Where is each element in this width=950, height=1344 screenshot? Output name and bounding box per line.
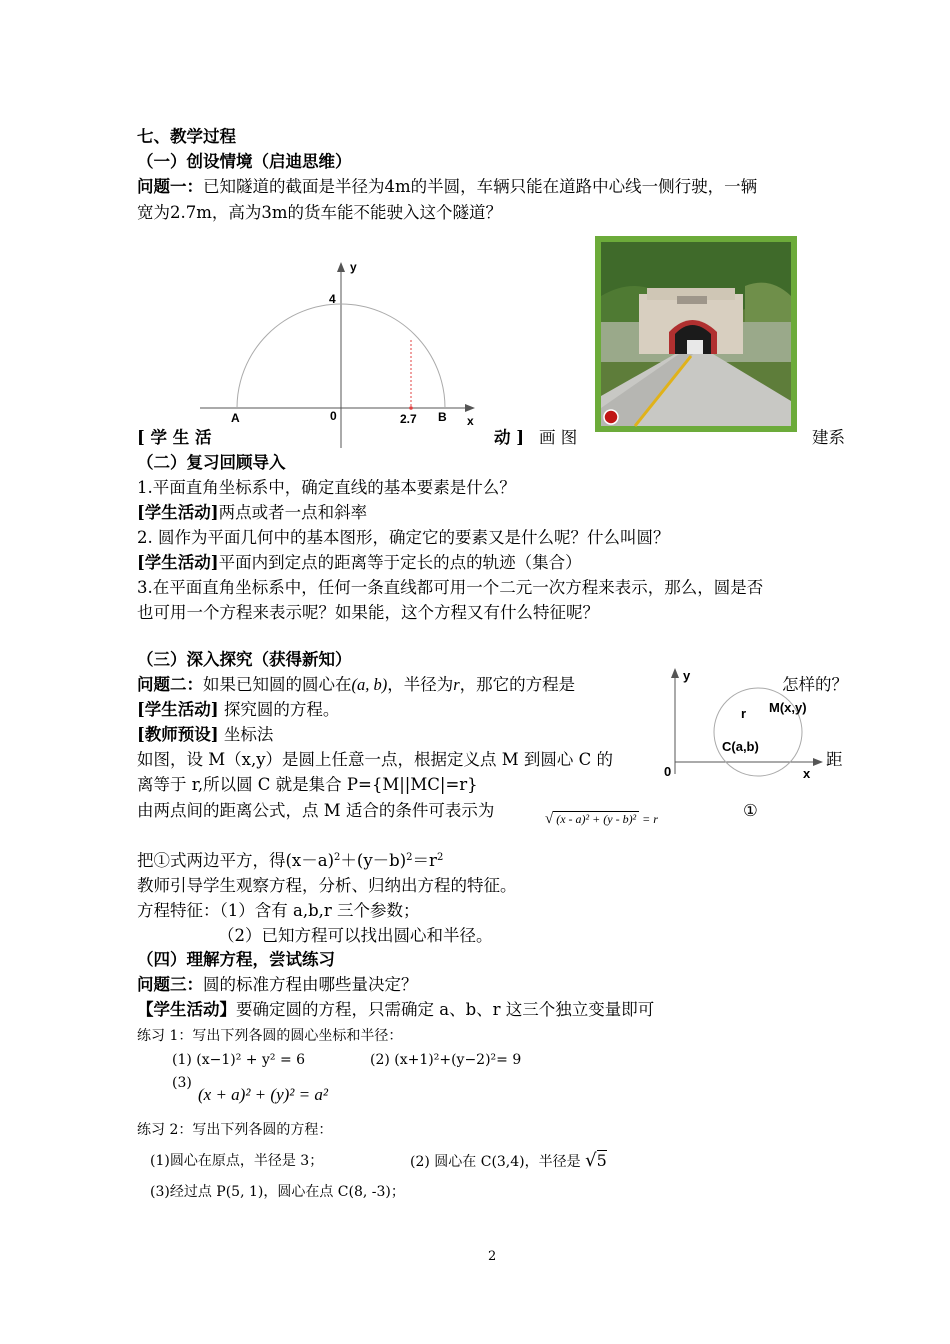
graph-origin: 0 (664, 764, 672, 779)
equation-feature-2: （2）已知方程可以找出圆心和半径。 (218, 926, 493, 945)
question-2-label: 问题二： (137, 675, 203, 694)
student-activity-line-2 (137, 998, 654, 1022)
question-2-line (137, 673, 575, 697)
distance-formula: √ (x - a)² + (y - b)² = r (545, 811, 658, 827)
question-1-text-2: 宽为2.7m，高为3m的货车能不能驶入这个隧道？ (137, 203, 503, 222)
graph-point-27: 2.7 (400, 412, 417, 426)
question-3-text: 圆的标准方程由哪些量决定？ (203, 975, 418, 994)
activity-text: 探究圆的方程。 (218, 700, 340, 719)
graph-y-label: y (683, 668, 691, 683)
tunnel-semicircle-graph (195, 252, 490, 452)
superscript: 2 (406, 852, 413, 863)
activity-label: [学生活动] (137, 503, 219, 522)
activity-open: [ 学 生 活 (137, 428, 212, 447)
graph-point-a: A (231, 411, 240, 425)
subsection-3-heading: （三）深入探究（获得新知） (137, 650, 352, 669)
subsection-1-heading: （一）创设情境（启迪思维） (137, 152, 352, 171)
teacher-label: [教师预设] (137, 725, 219, 744)
activity-text: 要确定圆的方程，只需确定 a、b、r 这三个独立变量即可 (236, 1000, 655, 1019)
review-question-2: 2. 圆作为平面几何中的基本图形，确定它的要素又是什么呢？什么叫圆？ (137, 528, 670, 547)
definition-line-1-end: 距 (826, 750, 843, 769)
question-2-center: (a, b) (351, 675, 388, 694)
formula-radicand: (x - a)² + (y - b)² (553, 811, 639, 826)
teacher-text: 坐标法 (218, 725, 274, 744)
activity-answer: 平面内到定点的距离等于定长的点的轨迹（集合） (218, 553, 582, 572)
subsection-4-heading: （四）理解方程，尝试练习 (137, 950, 335, 969)
activity-label: 【学生活动】 (137, 1000, 236, 1019)
superscript: 2 (334, 852, 341, 863)
graph-y-label: y (350, 260, 357, 274)
section-title: 七、教学过程 (137, 127, 236, 146)
activity-end: 建系 (812, 428, 845, 447)
subsection-2-heading: （二）复习回顾导入 (137, 453, 286, 472)
graph-x-label: x (803, 766, 811, 781)
exercise-2-item-2 (410, 1149, 607, 1174)
squared-part-3: ＝r (412, 851, 437, 870)
graph-origin: 0 (330, 409, 337, 423)
question-3-label: 问题三： (137, 975, 203, 994)
exercise-1-item-1: (1) (x−1)² + y² = 6 (172, 1052, 306, 1068)
activity-text: 画 图 (539, 428, 578, 447)
question-1-line (137, 175, 757, 199)
exercise-2-item-3: (3)经过点 P(5, 1)，圆心在点 C(8, -3)； (150, 1184, 405, 1200)
student-activity-line (137, 698, 339, 722)
exercise-1-title: 练习 1：写出下列各圆的圆心坐标和半径： (137, 1028, 403, 1044)
circle-equation-graph (655, 664, 825, 784)
question-2-end: 怎样的？ (782, 675, 848, 694)
question-3-line (137, 973, 418, 997)
graph-center-c: C(a,b) (722, 739, 759, 754)
sqrt-symbol: √ (585, 1150, 597, 1171)
definition-line-2: 离等于 r,所以圆 C 就是集合 P={M||MC|=r} (137, 775, 478, 794)
activity-answer: 两点或者一点和斜率 (218, 503, 368, 522)
squared-part-1: 把①式两边平方，得(x－a) (137, 851, 335, 870)
exercise-1-item-2: (2) (x+1)²+(y−2)²= 9 (370, 1052, 522, 1068)
superscript: 2 (436, 852, 444, 863)
review-question-3-cont: 也可用一个方程来表示呢？如果能，这个方程又有什么特征呢？ (137, 603, 599, 622)
teacher-preset-line (137, 723, 273, 747)
definition-line-1: 如图，设 M（x,y）是圆上任意一点，根据定义点 M 到圆心 C 的 (137, 750, 614, 769)
activity-close: 动 ] (494, 428, 525, 447)
equation-feature-1: 方程特征：（1）含有 a,b,r 三个参数； (137, 901, 420, 920)
graph-tick-4: 4 (329, 292, 336, 306)
question-2-text-c: ，那它的方程是 (459, 675, 576, 694)
observe-equation-line: 教师引导学生观察方程，分析、归纳出方程的特征。 (137, 876, 517, 895)
question-1-text: 已知隧道的截面是半径为4m的半圆，车辆只能在道路中心线一侧行驶，一辆 (203, 177, 758, 196)
exercise-2-title: 练习 2：写出下列各圆的方程： (137, 1122, 333, 1138)
distance-formula-line: 由两点间的距离公式，点 M 适合的条件可表示为 (137, 801, 495, 820)
graph-point-m: M(x,y) (769, 700, 807, 715)
exercise-1-item-3-label: (3) (172, 1075, 192, 1091)
exercise-2-item-2-text: (2) 圆心在 C(3,4)，半径是 (410, 1154, 581, 1170)
sqrt-radicand: 5 (596, 1151, 607, 1170)
question-2-radius: r (453, 675, 460, 694)
activity-label: [学生活动] (137, 700, 219, 719)
circled-number-1: ① (743, 801, 758, 820)
tunnel-photo (595, 236, 797, 432)
activity-label: [学生活动] (137, 553, 219, 572)
graph-x-label: x (467, 414, 474, 428)
exercise-1-item-3: (x + a)² + (y)² = a² (198, 1085, 328, 1104)
squared-part-2: ＋(y－b) (340, 851, 407, 870)
review-answer-1 (137, 501, 367, 525)
review-question-1: 1.平面直角坐标系中，确定直线的基本要素是什么？ (137, 478, 516, 497)
question-2-text-a: 如果已知圆的圆心在 (203, 675, 352, 694)
question-2-text-b: ，半径为 (387, 675, 454, 694)
page-number: 2 (488, 1249, 497, 1264)
question-1-label: 问题一： (137, 177, 203, 196)
review-answer-2 (137, 551, 582, 575)
graph-radius-label: r (741, 706, 747, 721)
squared-equation-line (137, 849, 443, 873)
exercise-2-item-1: (1)圆心在原点，半径是 3； (150, 1153, 324, 1169)
formula-equals: = r (642, 812, 658, 826)
graph-point-b: B (438, 410, 447, 424)
review-question-3: 3.在平面直角坐标系中，任何一条直线都可用一个二元一次方程来表示，那么，圆是否 (137, 578, 764, 597)
